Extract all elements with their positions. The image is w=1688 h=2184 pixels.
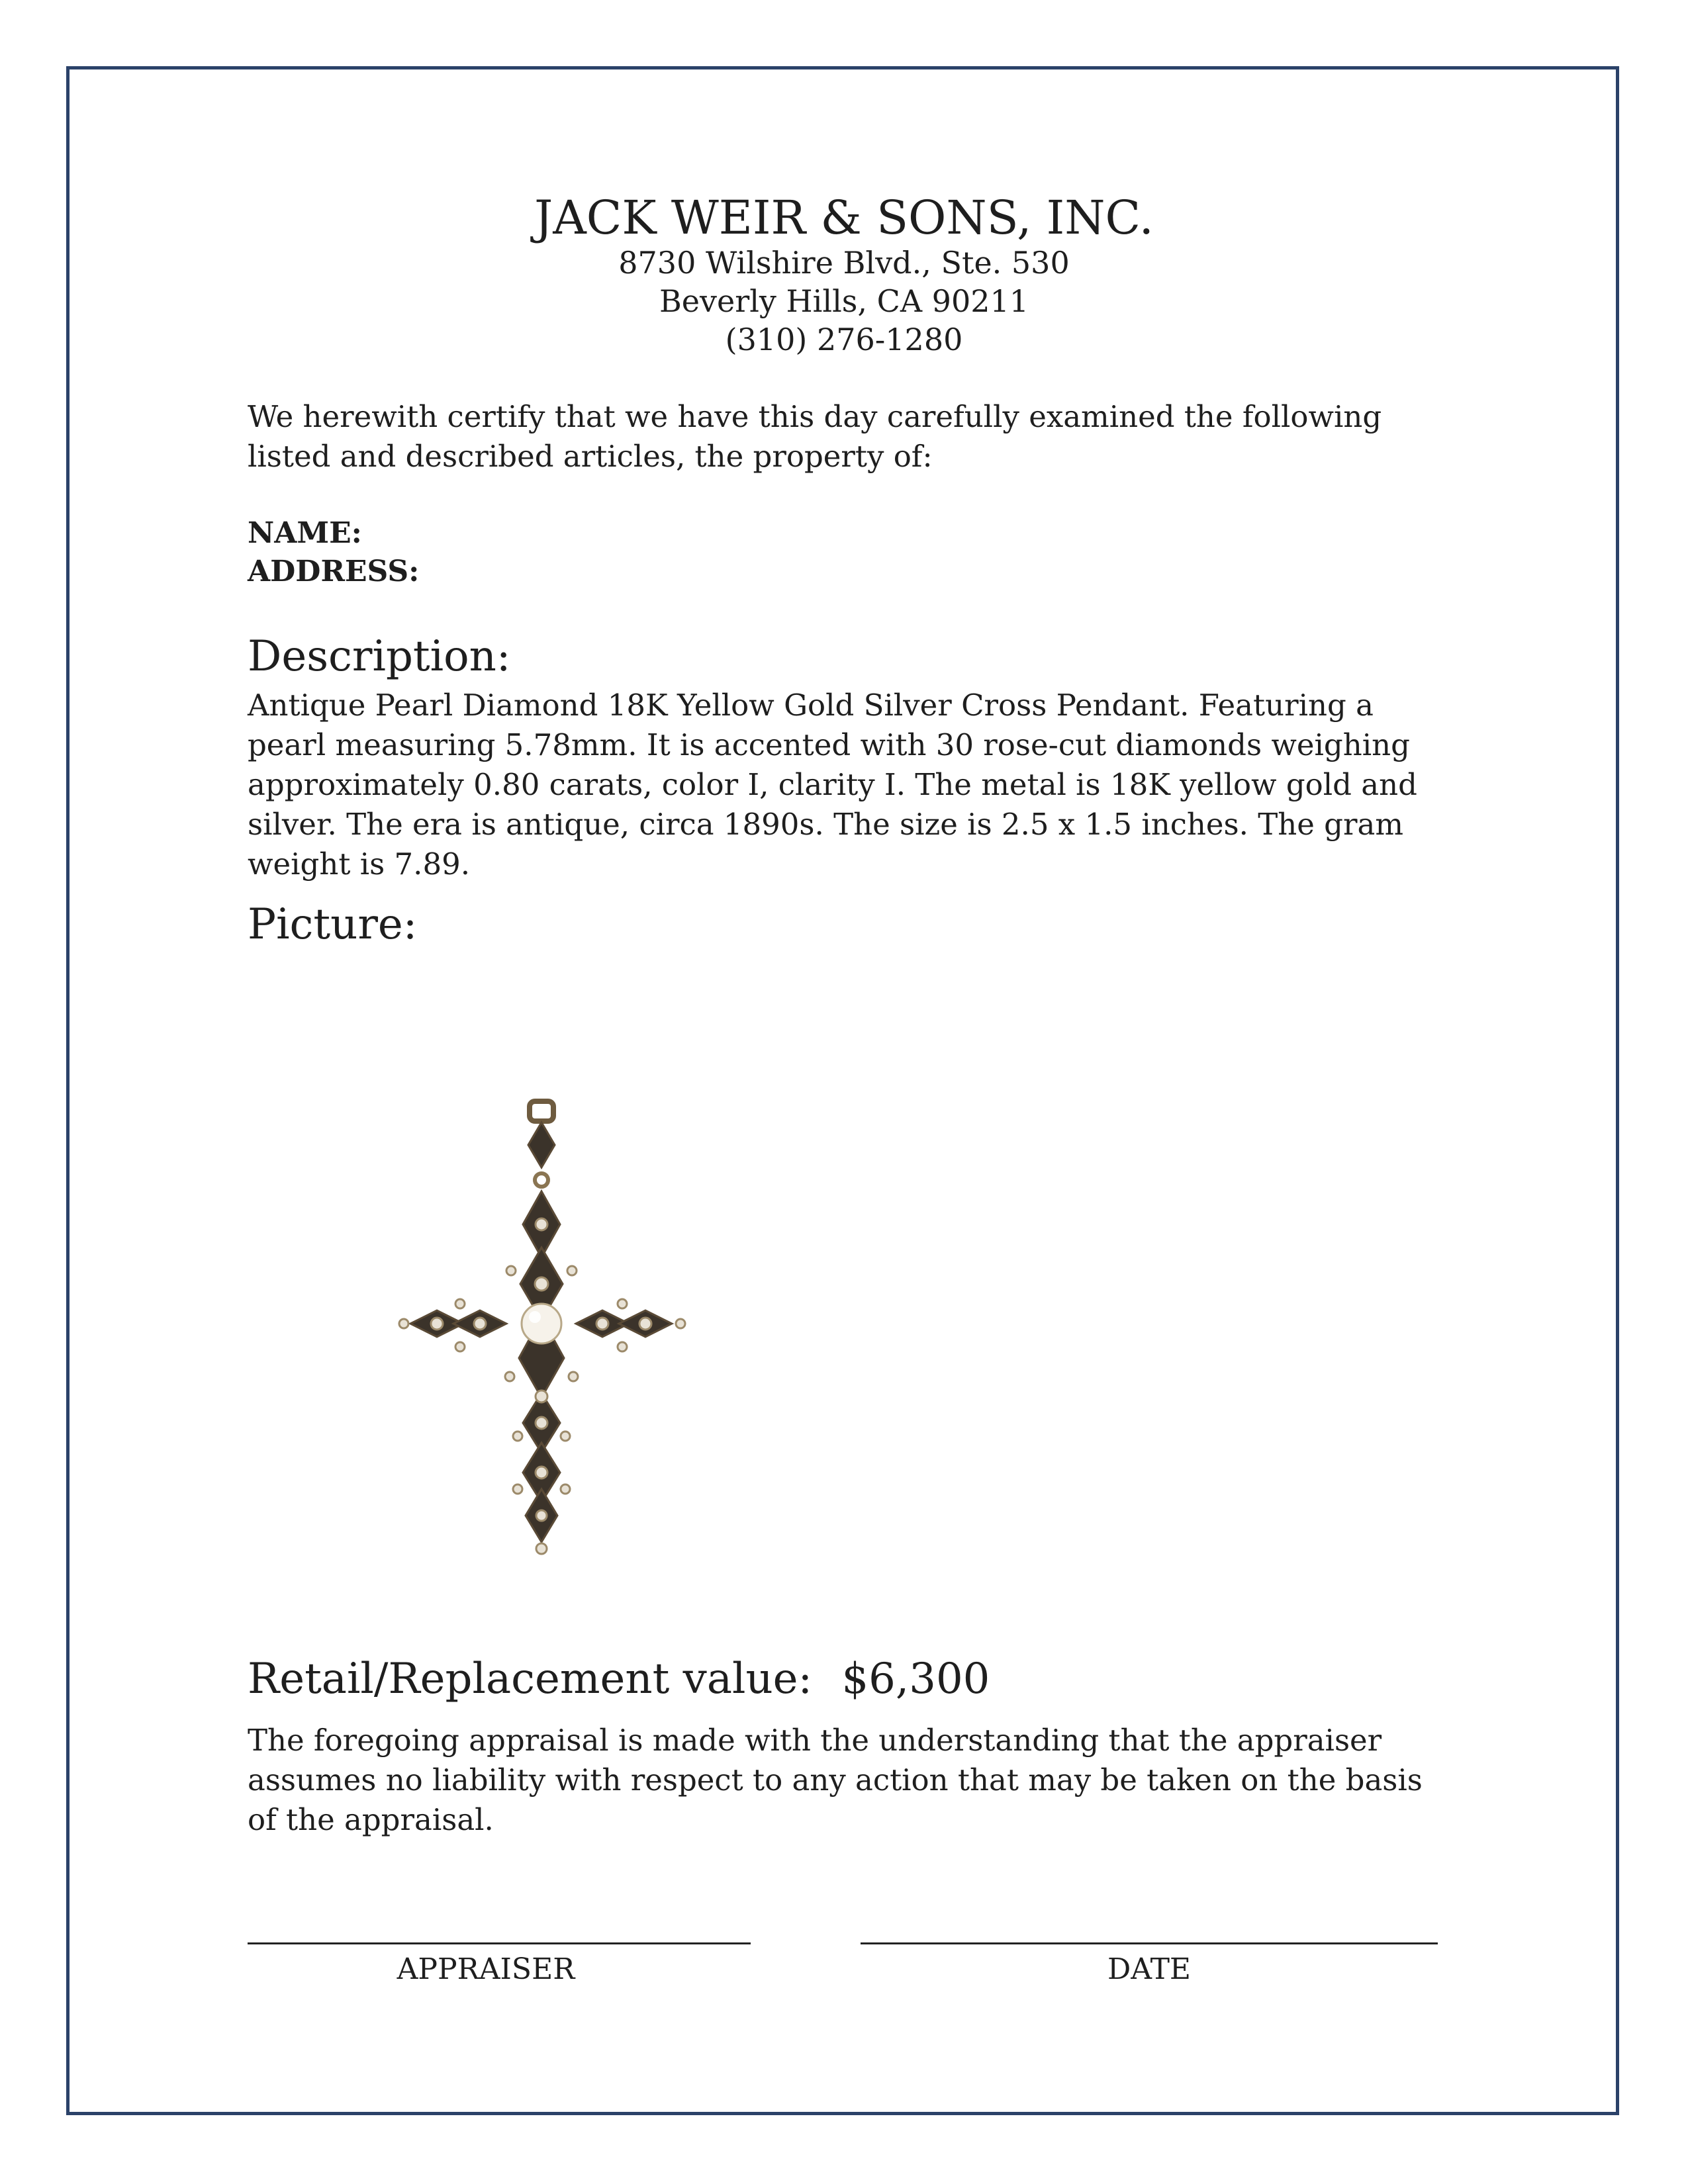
date-signature-line (861, 1942, 1438, 1944)
phone-number: (310) 276-1280 (725, 322, 963, 357)
owner-name-label: NAME: (248, 516, 362, 550)
retail-value-amount: $6,300 (841, 1655, 990, 1704)
picture-heading: Picture: (248, 900, 418, 949)
retail-value-line (248, 1655, 990, 1704)
address-line-1: 8730 Wilshire Blvd., Ste. 530 (618, 245, 1070, 281)
appraiser-label: APPRAISER (397, 1952, 575, 1986)
appraisal-disclaimer: The foregoing appraisal is made with the understanding that the appraiser assumes no liability with respect to any action that may be taken on the basis of the appraisal. (248, 1723, 1423, 1837)
cross-pendant-image (397, 1092, 688, 1569)
description-text: Antique Pearl Diamond 18K Yellow Gold Silver Cross Pendant. Featuring a pearl measuring 5.78mm. It is accented with 30 rose-cut diamonds weighing approximately 0.80 carats, color I, clarity I. The metal is 18K yellow gold and silver. The era is antique, circa 1890s. The size is 2.5 x 1.5 inches. The gram weight is 7.89. (248, 688, 1417, 882)
retail-value-label: Retail/Replacement value: (248, 1655, 813, 1704)
appraiser-signature-line (248, 1942, 751, 1944)
address-line-2: Beverly Hills, CA 90211 (659, 283, 1029, 319)
owner-address-label: ADDRESS: (248, 555, 420, 588)
certification-text: We herewith certify that we have this day carefully examined the following listed and described articles, the property of: (248, 399, 1382, 474)
company-name: JACK WEIR & SONS, INC. (534, 191, 1154, 245)
description-heading: Description: (248, 632, 511, 681)
date-label: DATE (1107, 1952, 1192, 1986)
